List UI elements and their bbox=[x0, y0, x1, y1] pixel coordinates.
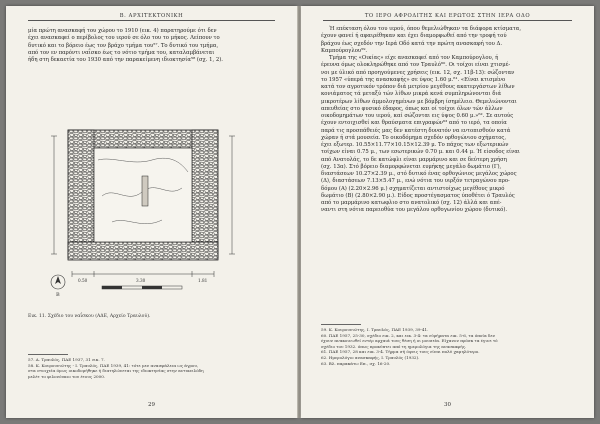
body-line: απευθείας στο φυσικό έδαφος, όπως και οί τοίχοι όλων τών άλλων bbox=[321, 105, 503, 112]
body-line: παρά τις προσπάθειές μας δεν κατέστη δυνατόν να εντοπισθούν κατά bbox=[321, 127, 511, 134]
body-line: τοίχων είναι 0.75 μ., των εσωτερικών 0.70 μ. και 0.44 μ. Ή είσοδος είναι bbox=[321, 149, 520, 156]
scale-label: 0.50 bbox=[78, 278, 88, 283]
footnote: 61. ΠΑΕ 1957, 28 και εικ. 3-4. Τήρμα σή όψεις τους είναι πολύ χαμηλότερο. bbox=[321, 349, 480, 355]
body-line: το 1957 «ύπερά της ανασκαφής» σε ύψος 1.60 μ.⁶¹. «Είναι κτισμένο bbox=[321, 76, 506, 83]
page-number: 29 bbox=[148, 402, 155, 408]
running-header: Β. ΑΡΧΙΤΕΚΤΟΝΙΚΗ bbox=[119, 13, 184, 19]
footnote: μελέτ το φιλονόυκιο του έτους 2000. bbox=[28, 373, 106, 379]
body-line: έρευνα όμως ολοκληρώθηκε από τον Τραυλό⁶⁰. Οι τοίχοι είναι χτισμέ- bbox=[321, 62, 511, 69]
footnote-rule bbox=[28, 354, 68, 355]
body-line: διαστάσεων 10.27×2.39 μ., στό δυτικό ένας ορθογώνιος μεγάλος χώρος bbox=[321, 171, 517, 177]
body-line: Ή επέκταση όλου του ιερού, όπου θεμελιώθηκαν τα διάφορα κτίσματα, bbox=[329, 26, 522, 32]
scale-label: 3.30 bbox=[136, 278, 146, 283]
north-label: Β bbox=[56, 292, 60, 298]
body-line: έχει ανασκαφεί ο περίβολος του ιερού σε όλο του το μήκος. Λείπουν το bbox=[28, 35, 220, 42]
page-number: 30 bbox=[444, 402, 451, 408]
body-line: βράχου έως σχεδόν την Ιερά Οδό κατά την πρώτη ανασκαφή του Δ. bbox=[321, 40, 503, 47]
body-line: μικροτέρων λίθων άμμολογημένων με βόμβρη ίσημέλειο. Θεμελιώνονται bbox=[321, 98, 517, 105]
body-line: μία πρώτη ανασκαφή του χώρου το 1910 (εικ. 4) παρατηρούμε ότι δεν bbox=[28, 28, 217, 34]
body-line: από το μαρμάρινο κατωφλιο στο ανατολικό (σχ. 12) άλλά και απέ- bbox=[321, 200, 502, 206]
body-line: από τον εν παρόντι ναΐσκο έως το νότιο τμήμα του, καταλαμβάνεται bbox=[28, 49, 215, 56]
left-page bbox=[6, 6, 297, 418]
body-line: ναντι στη νότια παρειοθύα του μεγάλου ορθογωνίου χώρου (δυτικό). bbox=[321, 207, 508, 214]
body-line: έχουν εντοιχισθεί και θραύσματα επιγραφών⁶³ από το ιερό, τα οποία bbox=[321, 120, 507, 127]
footnote: 58. Κ. Κουρουνιώτης - Ι. Τραυλός, ΠΑΕ 1939, 41: τότε μεν ανασφάλεια ως άγρου, bbox=[28, 362, 199, 368]
figure-caption: Εικ. 11. Σχέδιο του ναΐσκου (ΑΔΕ, Αρχείο Τραυλού). bbox=[28, 314, 151, 319]
running-header: ΤΟ ΙΕΡΟ ΑΦΡΟΔΙΤΗΣ ΚΑΙ ΕΡΩΤΟΣ ΣΤΗΝ ΙΕΡΑ ΟΔΟ bbox=[364, 13, 531, 19]
body-line: νοι με ύλικό από προηγούμενες χρήσεις (εικ. 12, σχ. 11β-13): σώζονταν bbox=[321, 69, 515, 76]
body-line: δωμάτιο (Β) (2.80×2.90 μ.). Είδος προστέγασματος ύποθέτει ό Τραυλός bbox=[321, 192, 515, 199]
header-rule bbox=[28, 20, 275, 21]
footnote: 59. Κ. Κουρουνιώτης, Ι. Τραυλός, ΠΑΕ 1939, 39-41. bbox=[321, 327, 429, 332]
footnote: έχουν ανακοινωθεί εντέρ αρχαιά τους θέση ή οι μουσεία. Είχανον πρόσκ τα έγινε τό bbox=[321, 338, 498, 344]
footnote: 62. Ημερολόγιο ανασκαφής, Ι. Τραυλός (1932). bbox=[321, 354, 420, 360]
body-line: κονιάματος τά μεταξύ τών λίθων μικρά κενά συμπληρώνονται διά bbox=[321, 91, 502, 98]
body-line: από Ανατολάς, το δε κατώφλι είναι μαρμάρινο και σε δεύτερη χρήση bbox=[321, 156, 507, 163]
body-text bbox=[28, 28, 276, 64]
body-line: (Δ), διαστάσεων 7.13×5.47 μ., ενώ νότια του υιρξόν τετραγώνου προ- bbox=[321, 178, 510, 185]
body-line: ήδη στη δεκαετία του 1930 από την παρακείμενη ιδιοκτησία⁵⁸ (σχ. 1, 2). bbox=[28, 57, 223, 63]
temple-plan-drawing bbox=[42, 126, 264, 306]
body-line: Τμήμα της «Οικίας» είχε ανασκαφεί από τον Καμπούρογλου, ή bbox=[329, 55, 499, 61]
footnote-rule bbox=[321, 324, 361, 325]
body-line: δόμου (Α) (2.20×2.96 μ.) σχηματίζεται αντιστοίχως μεγέθους μικρό bbox=[321, 185, 505, 192]
footnote: 60. ΠΑΕ 1957, 25-30, σχέδιο εικ. 2, και εικ. 3-4: τα εύρήματα εικ. 5-6, τα όποία δεν bbox=[321, 332, 496, 338]
footnote: 57. Α. Τραυλός, ΠΑΕ 1937, 31 εικ. 7. bbox=[28, 357, 105, 362]
scale-label: 1.81 bbox=[198, 278, 208, 283]
body-line: Καμπούρογλου⁵⁹. bbox=[321, 47, 368, 54]
footnotes bbox=[321, 327, 575, 366]
body-line: οικοδομημάτων του ιερού, καί σώζονται εις ύψος 0.60 μ.»⁶². Σε αυτούς bbox=[321, 113, 514, 119]
footnotes bbox=[28, 357, 276, 379]
body-line: κατά τον αγροτικόν τρόπον διά μετρίου μεγέθους ακατεργάστων λίθων bbox=[321, 84, 515, 90]
body-line: (σχ. 13α). Στό βόρειο διαμορφώνεται ευμήκης μεγάλο δωμάτιο (Γ), bbox=[321, 163, 502, 170]
body-line: έχει εξωτερ. 10.55×11.77×10.15×12.39 μ. Το πάχος των εξωτερικών bbox=[321, 142, 509, 148]
footnote: στα στοιχεία όμως οικοδομήθηκε ή διατηλώνεται της ιδιοκτησίας στην αντικειλόδη bbox=[28, 368, 204, 374]
right-page bbox=[301, 6, 594, 418]
footnote: σχέδιο του 1932. όπως προκύπτει από τη ημερολόγια της ανασκαφής. bbox=[321, 343, 467, 349]
header-rule bbox=[323, 20, 572, 21]
footnote: 63. Βλ. παρακάτω Επ., σχ. 16-20. bbox=[321, 360, 391, 366]
body-line: χώραν ή στά μουσεία. Το οικοδόμημα σχεδόν ορθογώνιου σχήματος, bbox=[321, 134, 507, 141]
body-text bbox=[321, 26, 575, 215]
body-line: έχουν φανεί ή αφαιρέθηκαν και έχει διαμορφωθεί από την τροφή τού bbox=[321, 33, 507, 40]
body-line: δυτικό και το βόρειο έως τον βράχο τμήμα του⁵⁷. Το δυτικό του τμήμα, bbox=[28, 42, 219, 49]
